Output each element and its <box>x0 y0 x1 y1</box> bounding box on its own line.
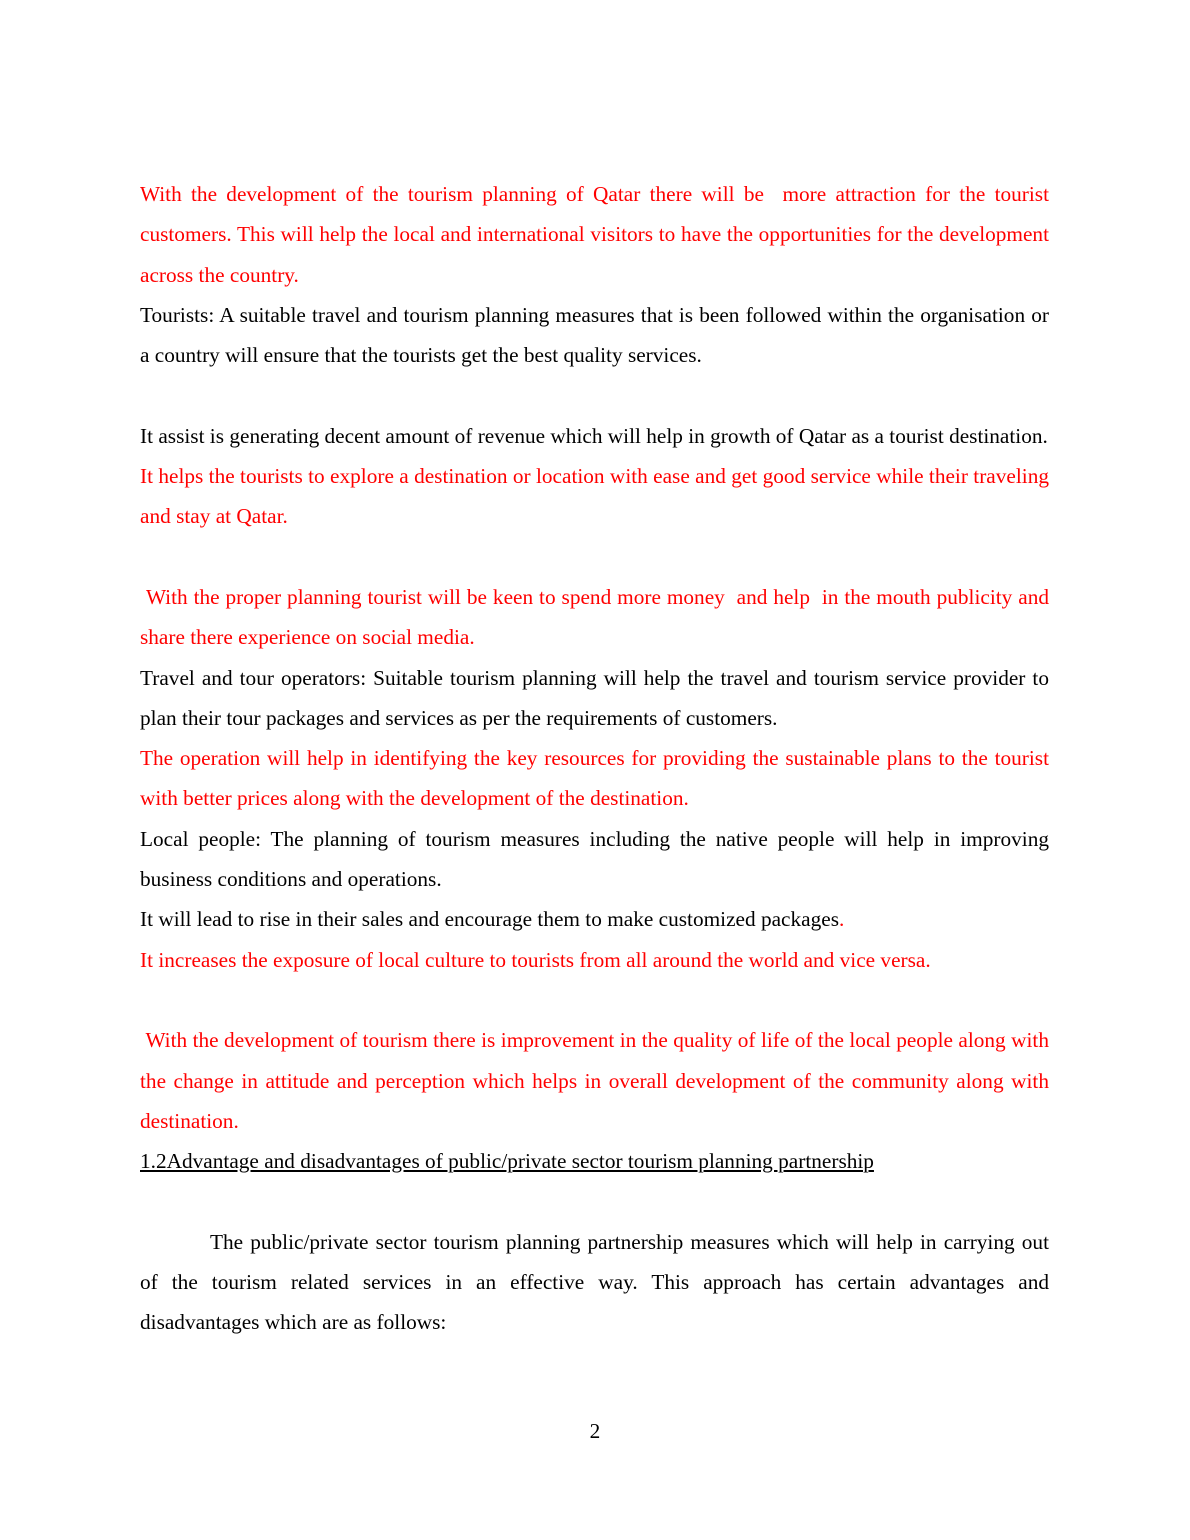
paragraph-operation-resources: The operation will help in identifying the key resources for providing the sustainable plans to the tourist with better prices along with the development of the destination. <box>140 746 1055 811</box>
sales-trailing-period: . <box>839 907 845 932</box>
paragraph-tourists: Tourists: A suitable travel and tourism planning measures that is been followed within the organisation or a country will ensure that the tourists get the best quality services. <box>140 302 1055 368</box>
blank-line <box>140 1181 1049 1221</box>
paragraph-quality-of-life: With the development of tourism there is improvement in the quality of life of the local people along with the change in attitude and perception which helps in overall development of the community along with destination. <box>140 1028 1055 1133</box>
paragraph-local-people: Local people: The planning of tourism measures including the native people will help in improving business conditions and operations. <box>140 826 1055 892</box>
page-number: 2 <box>589 1419 601 1443</box>
blank-line <box>140 537 1049 577</box>
blank-line <box>140 375 1049 415</box>
paragraph-partnership-intro: The public/private sector tourism planning partnership measures which will help in carrying out of the tourism related services in an effective way. This approach has certain advantages and disadvantages which are as follows: <box>140 1229 1055 1335</box>
paragraph-rise-in-sales <box>140 899 1049 939</box>
paragraph-tour-operators: Travel and tour operators: Suitable tourism planning will help the travel and tourism service provider to plan their tour packages and services as per the requirements of customers. <box>140 665 1055 730</box>
paragraph-qatar-development: With the development of the tourism planning of Qatar there will be more attraction for the tourist customers. This will help the local and international visitors to have the opportunities for the development across the country. <box>140 182 1055 287</box>
paragraph-revenue: It assist is generating decent amount of revenue which will help in growth of Qatar as a tourist destination. <box>140 423 1048 448</box>
paragraph-explore-destination: It helps the tourists to explore a destination or location with ease and get good service while their traveling and stay at Qatar. <box>140 464 1055 529</box>
paragraph-local-culture: It increases the exposure of local culture to tourists from all around the world and vice versa. <box>140 947 931 972</box>
document-page <box>140 174 1055 1343</box>
sales-text: It will lead to rise in their sales and encourage them to make customized packages <box>140 907 840 932</box>
paragraph-proper-planning: With the proper planning tourist will be keen to spend more money and help in the mouth publicity and share there experience on social media. <box>140 584 1055 650</box>
blank-line <box>140 980 1049 1020</box>
section-heading: 1.2Advantage and disadvantages of public/private sector tourism planning partnership <box>140 1149 874 1174</box>
